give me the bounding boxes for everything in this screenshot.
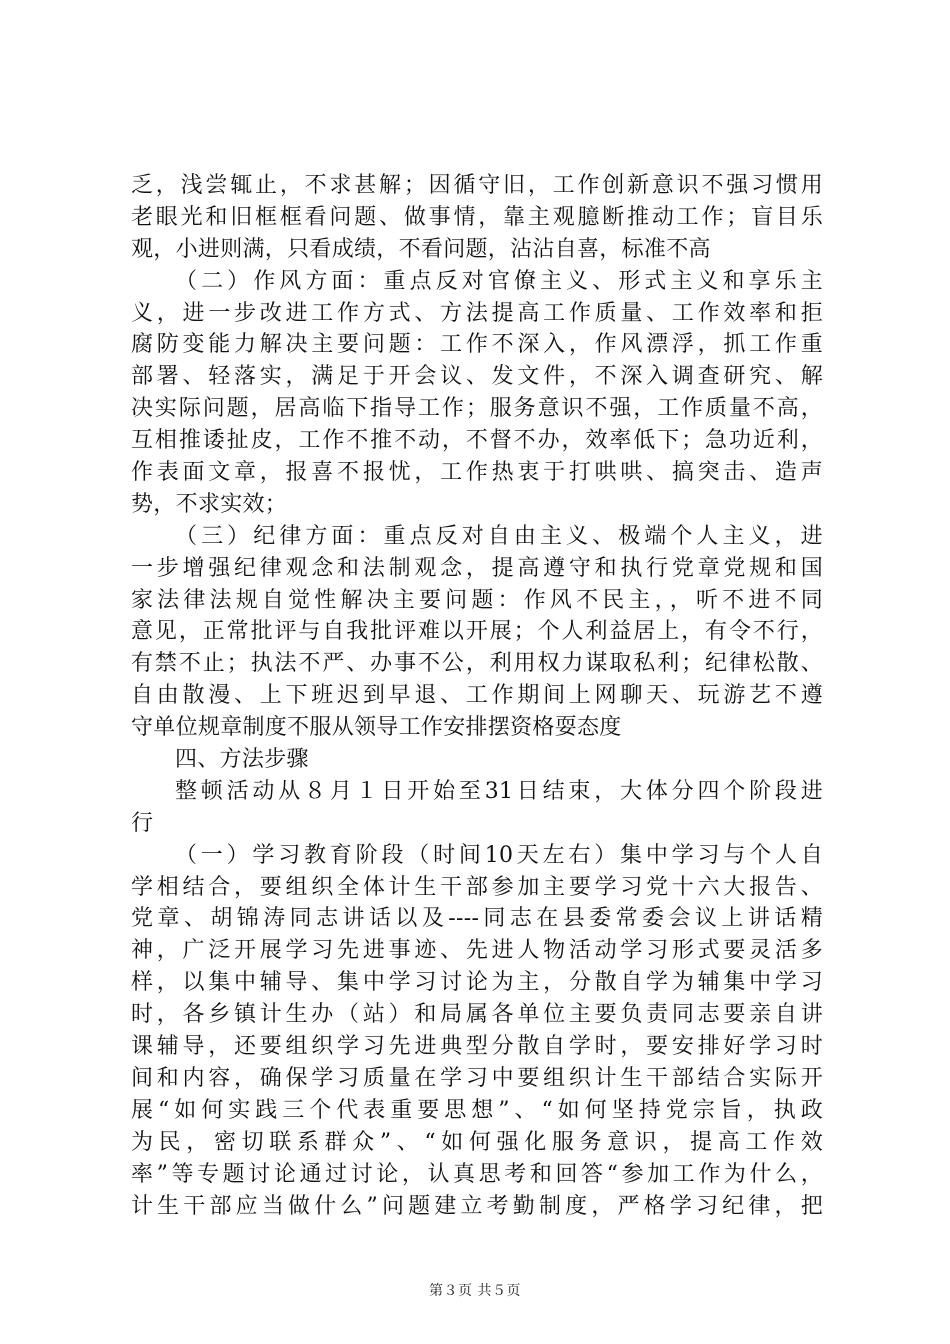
text-line: 作表面文章，报喜不报忧，工作热衷于打哄哄、搞突击、造声	[131, 460, 823, 486]
text-line: 课辅导，还要组织学习先进典型分散自学时，要安排好学习时	[131, 1034, 823, 1060]
text-line: 老眼光和旧框框看问题、做事情，靠主观臆断推动工作；盲目乐	[131, 204, 823, 230]
text-line: 行	[131, 810, 154, 836]
text-line: 观，小进则满，只看成绩，不看问题，沾沾自喜，标准不高	[131, 236, 711, 262]
text-line: 样，以集中辅导、集中学习讨论为主，分散自学为辅集中学习	[131, 970, 823, 996]
page-number: 第３页 共５页	[429, 1283, 521, 1299]
text-line: 家法律法规自觉性解决主要问题：作风不民主，，听不进不同	[131, 587, 823, 613]
document-body	[131, 170, 823, 1222]
text-line: 一步增强纪律观念和法制观念，提高遵守和执行党章党规和国	[131, 555, 823, 581]
section-heading-work-style: （二）作风方面：重点反对官僚主义、形式主义和享乐主	[175, 268, 823, 294]
text-line: 间和内容，确保学习质量在学习中要组织计生干部结合实际开	[131, 1065, 823, 1091]
text-line: 意见，正常批评与自我批评难以开展；个人利益居上，有令不行，	[131, 619, 823, 645]
section-heading-study-phase: （一）学习教育阶段（时间10天左右）集中学习与个人自	[175, 842, 823, 868]
text-line: 乏，浅尝辄止，不求甚解；因循守旧，工作创新意识不强习惯用	[131, 173, 823, 198]
section-heading-discipline: （三）纪律方面：重点反对自由主义、极端个人主义，进	[175, 523, 823, 549]
text-line: 党章、胡锦涛同志讲话以及----同志在县委常委会议上讲话精	[131, 906, 823, 932]
text-line: 率”等专题讨论通过讨论，认真思考和回答“参加工作为什么，	[131, 1161, 823, 1187]
text-line: 守单位规章制度不服从领导工作安排摆资格耍态度	[131, 715, 622, 741]
text-line: 部署、轻落实，满足于开会议、发文件，不深入调查研究、解	[131, 364, 823, 390]
text-line: 势，不求实效；	[131, 491, 288, 517]
text-line: 腐防变能力解决主要问题：工作不深入，作风漂浮，抓工作重	[131, 332, 823, 358]
text-line: 时，各乡镇计生办（站）和局属各单位主要负责同志要亲自讲	[131, 1002, 823, 1028]
text-line: 为民，密切联系群众”、“如何强化服务意识，提高工作效	[131, 1129, 823, 1155]
text-line: 整顿活动从８月１日开始至31日结束，大体分四个阶段进	[175, 778, 823, 804]
section-heading-methods: 四、方法步骤	[175, 747, 309, 773]
text-line: 决实际问题，居高临下指导工作；服务意识不强，工作质量不高，	[131, 396, 823, 422]
text-line: 神，广泛开展学习先进事迹、先进人物活动学习形式要灵活多	[131, 938, 823, 964]
text-line: 义，进一步改进工作方式、方法提高工作质量、工作效率和拒	[131, 300, 823, 326]
text-line: 有禁不止；执法不严、办事不公，利用权力谋取私利；纪律松散、	[131, 651, 823, 677]
text-line: 自由散漫、上下班迟到早退、工作期间上网聊天、玩游艺不遵	[131, 683, 823, 709]
text-line: 计生干部应当做什么”问题建立考勤制度，严格学习纪律，把	[131, 1193, 823, 1219]
text-line: 展“如何实践三个代表重要思想”、“如何坚持党宗旨，执政	[131, 1097, 823, 1123]
text-line: 互相推诿扯皮，工作不推不动，不督不办，效率低下；急功近利，	[131, 428, 823, 454]
text-line: 学相结合，要组织全体计生干部参加主要学习党十六大报告、	[131, 874, 823, 900]
